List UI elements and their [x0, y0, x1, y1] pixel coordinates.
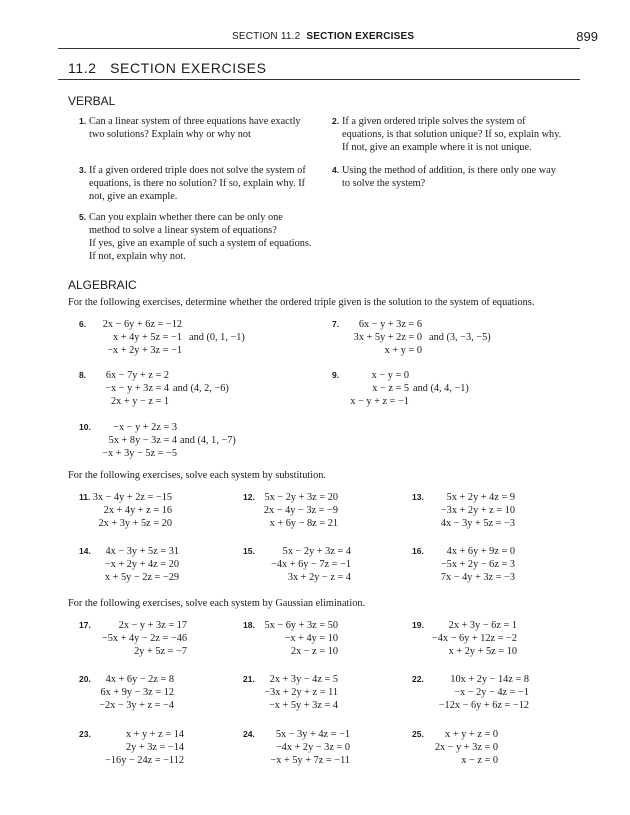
equation: 5x − 2y + 3z = 4: [282, 546, 351, 557]
equation: x + 2y + 5z = 10: [448, 646, 517, 657]
equation: 3x + 5y + 2z = 0: [353, 332, 422, 343]
equation: x + 4y + 5z = −1: [113, 332, 182, 343]
equation: 2x + 3y − 6z = 1: [448, 620, 517, 631]
equation-system: [428, 545, 515, 584]
equation: 5x + 2y + 4z = 9: [446, 492, 515, 503]
equation: x + y = 0: [384, 345, 422, 356]
equation: −2x − 3y + z = −4: [99, 700, 174, 711]
exercise-number: 14.: [79, 546, 91, 556]
exercise-number: 21.: [243, 674, 255, 684]
equation-system: [256, 619, 338, 658]
exercise-number: 17.: [79, 620, 91, 630]
exercise-number: 11.: [79, 492, 91, 502]
question-text: Using the method of addition, is there only one way to solve the system?: [342, 165, 556, 189]
equation: −x + 2y + 3z = −1: [107, 345, 182, 356]
exercise-number: 20.: [79, 674, 91, 684]
running-header: [232, 31, 414, 42]
ordered-triple: and (3, −3, −5): [429, 332, 491, 343]
equation: 4x + 6y − 2z = 8: [105, 674, 174, 685]
equation: 6x − y + 3z = 6: [358, 319, 422, 330]
equation: −12x − 6y + 6z = −12: [438, 700, 529, 711]
equation: x − y = 0: [371, 370, 409, 381]
page-number: 899: [576, 29, 598, 44]
exercise-number: 23.: [79, 729, 91, 739]
equation: x + y + z = 14: [125, 729, 184, 740]
question-number: 1.: [79, 116, 87, 126]
ordered-triple: and (4, 4, −1): [413, 383, 469, 394]
equation-system: [89, 619, 187, 658]
equation-system: [342, 318, 422, 357]
equation: −5x + 4y − 2z = −46: [101, 633, 187, 644]
exercise-number: 13.: [412, 492, 424, 502]
equation: 6x − 7y + z = 2: [105, 370, 169, 381]
exercise-number: 25.: [412, 729, 424, 739]
equation-system: [428, 491, 515, 530]
exercise-number: 18.: [243, 620, 255, 630]
equation-system: [342, 369, 409, 408]
equation-system: [426, 728, 498, 767]
equation: −x + 4y = 10: [284, 633, 338, 644]
equation: −x + 3y − 5z = −5: [102, 448, 177, 459]
instruction-substitution: For the following exercises, solve each system by substitution.: [68, 470, 326, 481]
ordered-triple: and (4, 1, −7): [180, 435, 236, 446]
exercise-number: 24.: [243, 729, 255, 739]
equation: 2x + 3y − 4z = 5: [269, 674, 338, 685]
equation: 2x − y + 3z = 17: [118, 620, 187, 631]
exercise-number: 12.: [243, 492, 255, 502]
equation: 10x + 2y − 14z = 8: [450, 674, 529, 685]
exercise-number: 22.: [412, 674, 424, 684]
exercise-number: 15.: [243, 546, 255, 556]
equation: x − y + z = −1: [350, 396, 409, 407]
equation: 2x − 4y − 3z = −9: [263, 505, 338, 516]
equation: 2x − 6y + 6z = −12: [102, 319, 182, 330]
equation: 2x + y − z = 1: [110, 396, 169, 407]
equation: −x − y + 2z = 3: [113, 422, 177, 433]
question-text: Can a linear system of three equations have exactly two solutions? Explain why or why not: [89, 116, 301, 140]
exercise-number: 10.: [79, 422, 91, 432]
equation-system: [428, 673, 529, 712]
section-title: 11.2 SECTION EXERCISES: [68, 60, 267, 76]
running-header-section: SECTION 11.2: [232, 31, 301, 42]
equation: 5x − 3y + 4z = −1: [275, 729, 350, 740]
equation-system: [92, 728, 184, 767]
equation: 3x + 2y − z = 4: [287, 572, 351, 583]
ordered-triple: and (4, 2, −6): [173, 383, 229, 394]
equation-system: [89, 369, 169, 408]
question-text: If a given ordered triple does not solve the system of equations, is there no solution? If so, explain why. If not, give an example.: [89, 165, 306, 202]
verbal-heading: VERBAL: [68, 94, 116, 108]
equation: −3x + 2y + z = 10: [440, 505, 515, 516]
equation: 5x − 2y + 3z = 20: [264, 492, 338, 503]
equation: 5x − 6y + 3z = 50: [264, 620, 338, 631]
equation: −x + 2y + 4z = 20: [104, 559, 179, 570]
equation: −16y − 24z = −112: [105, 755, 184, 766]
question-number: 3.: [79, 165, 87, 175]
equation: 2x − y + 3z = 0: [434, 742, 498, 753]
equation-system: [90, 491, 172, 530]
equation: −x + 5y + 3z = 4: [269, 700, 338, 711]
section-title-rule: [58, 79, 580, 80]
equation-system: [92, 545, 179, 584]
equation: x + 5y − 2z = −29: [104, 572, 179, 583]
exercise-number: 6.: [79, 319, 87, 329]
equation-system: [258, 728, 350, 767]
header-rule: [58, 48, 580, 49]
equation: 3x − 4y + 2z = −15: [92, 492, 172, 503]
question-number: 5.: [79, 212, 87, 222]
question-text: Can you explain whether there can be only one method to solve a linear system of equations? If yes, give an example of such a system of equations. If not, explain why not.: [89, 212, 312, 262]
exercise-number: 16.: [412, 546, 424, 556]
equation: 5x + 8y − 3z = 4: [108, 435, 177, 446]
instruction-ordered-triple: For the following exercises, determine whether the ordered triple given is the solution to the system of equations.: [68, 297, 535, 308]
equation-system: [258, 545, 351, 584]
equation: −4x + 6y − 7z = −1: [271, 559, 351, 570]
question-number: 4.: [332, 165, 340, 175]
equation: 2x − z = 10: [290, 646, 338, 657]
equation: −x − 2y − 4z = −1: [454, 687, 529, 698]
exercise-number: 8.: [79, 370, 87, 380]
exercise-number: 9.: [332, 370, 340, 380]
running-header-title: SECTION EXERCISES: [306, 31, 415, 42]
algebraic-heading: ALGEBRAIC: [68, 278, 137, 292]
exercise-number: 19.: [412, 620, 424, 630]
equation: 7x − 4y + 3z = −3: [440, 572, 515, 583]
equation: 4x − 3y + 5z = 31: [105, 546, 179, 557]
equation: 6x + 9y − 3z = 12: [100, 687, 174, 698]
equation-system: [424, 619, 517, 658]
question-text: If a given ordered triple solves the system of equations, is that solution unique? If so, explain why. If not, give an example where it is not unique.: [342, 116, 562, 153]
equation: 4x − 3y + 5z = −3: [440, 518, 515, 529]
question-number: 2.: [332, 116, 340, 126]
instruction-gaussian: For the following exercises, solve each system by Gaussian elimination.: [68, 598, 366, 609]
equation: 2x + 3y + 5z = 20: [98, 518, 172, 529]
ordered-triple: and (0, 1, −1): [189, 332, 245, 343]
equation-system: [259, 673, 338, 712]
equation-system: [256, 491, 338, 530]
equation: −x − y + 3z = 4: [105, 383, 169, 394]
equation: −x + 5y + 7z = −11: [270, 755, 350, 766]
equation: −4x + 2y − 3z = 0: [275, 742, 350, 753]
equation: 4x + 6y + 9z = 0: [446, 546, 515, 557]
equation: 2y + 3z = −14: [125, 742, 184, 753]
equation: −4x − 6y + 12z = −2: [431, 633, 517, 644]
equation: 2y + 5z = −7: [134, 646, 187, 657]
equation: −5x + 2y − 6z = 3: [440, 559, 515, 570]
equation: x − z = 0: [461, 755, 498, 766]
exercise-number: 7.: [332, 319, 340, 329]
equation: x + y + z = 0: [445, 729, 498, 740]
equation: x − z = 5: [372, 383, 409, 394]
equation: −3x + 2y + z = 11: [264, 687, 338, 698]
equation: x + 6y − 8z = 21: [269, 518, 338, 529]
equation-system: [89, 318, 182, 357]
equation-system: [91, 673, 174, 712]
equation-system: [93, 421, 177, 460]
equation: 2x + 4y + z = 16: [103, 505, 172, 516]
